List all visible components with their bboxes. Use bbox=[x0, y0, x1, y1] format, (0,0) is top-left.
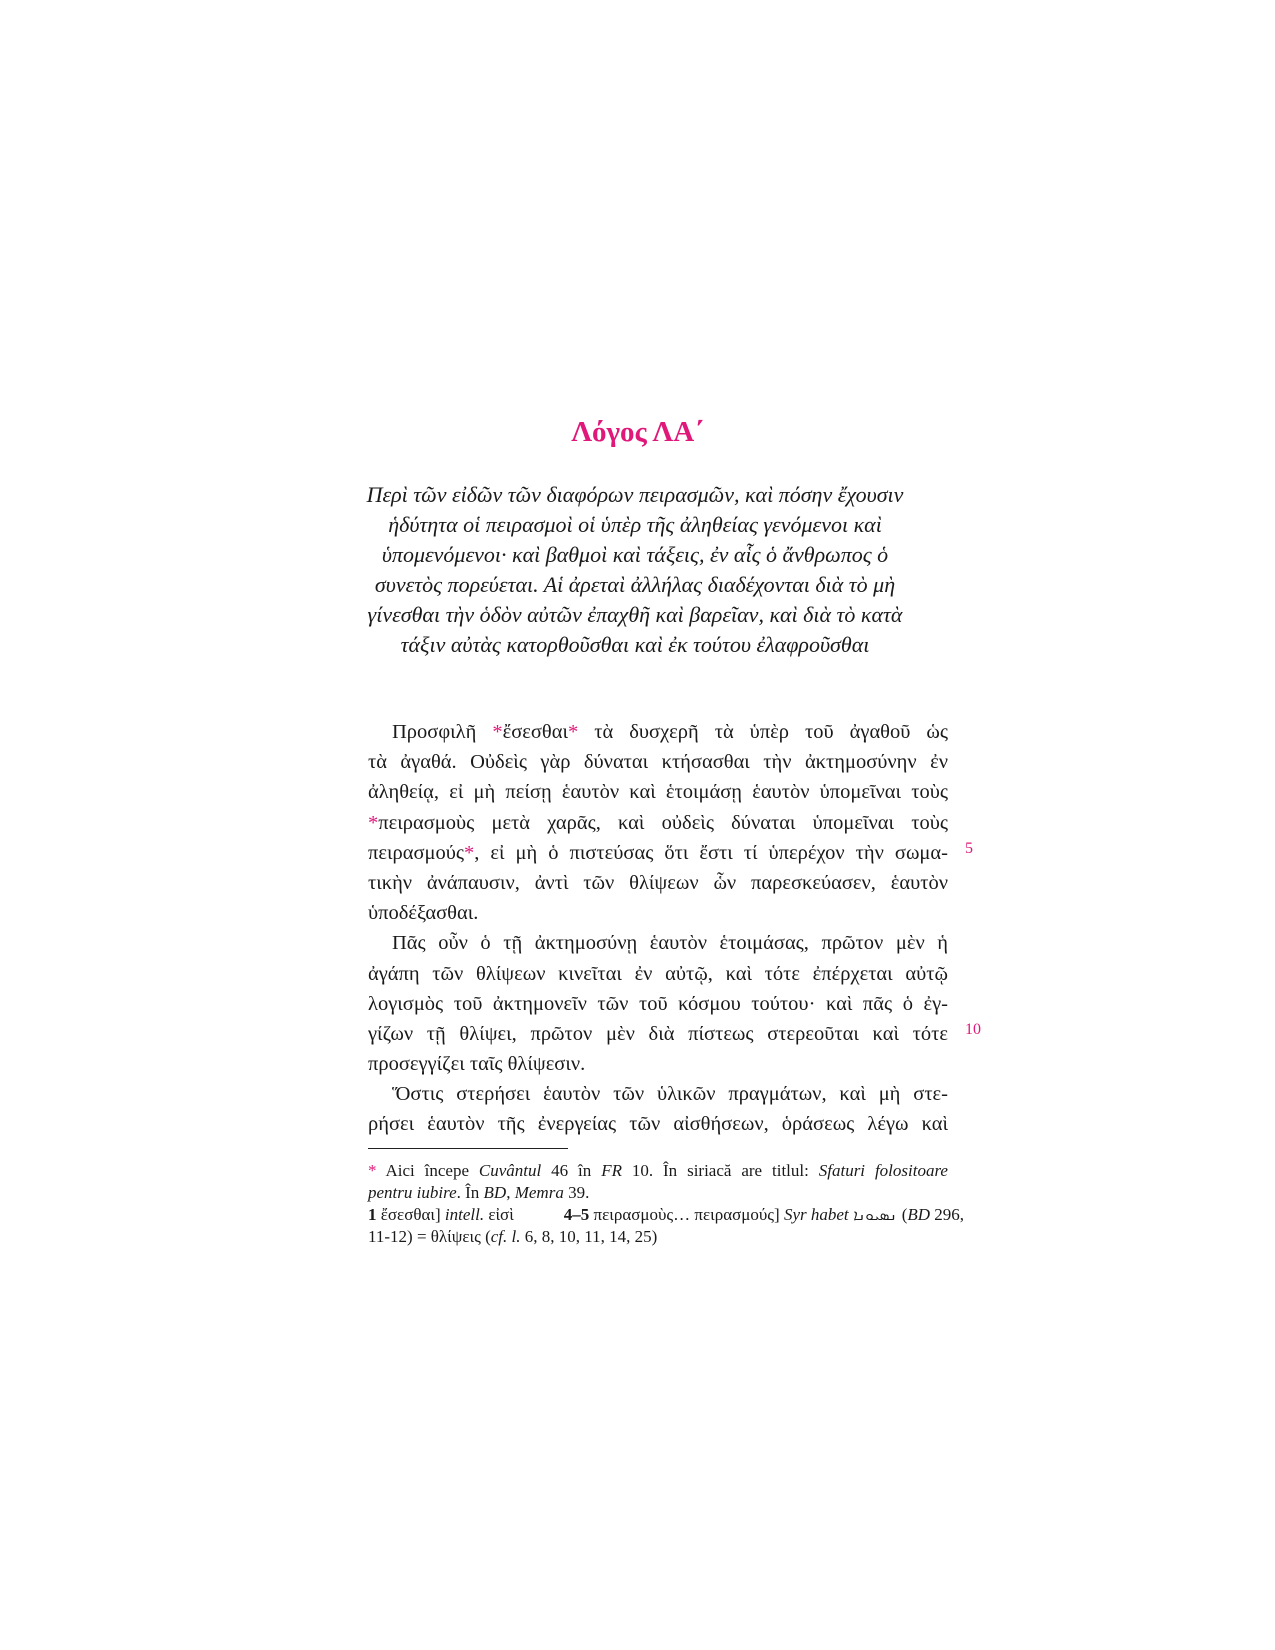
text-fragment: 10. În siriacă are titlul: bbox=[621, 1161, 819, 1180]
text-fragment: πειρασμοὺς… πειρασμούς] bbox=[589, 1205, 784, 1224]
text-line: τικὴν ἀνάπαυσιν, ἀντὶ τῶν θλίψεων ὧν παρεσκεύασεν, ἑαυτὸν bbox=[368, 871, 948, 894]
asterisk-mark: * bbox=[492, 721, 503, 743]
text-fragment: ( bbox=[901, 1205, 908, 1224]
main-text bbox=[368, 717, 948, 1140]
subtitle-line: τάξιν αὐτὰς κατορθοῦσθαι καὶ ἐκ τούτου ἐλαφροῦσθαι bbox=[400, 632, 870, 657]
footnote-divider bbox=[368, 1148, 568, 1149]
text-line: ρήσει ἑαυτὸν τῆς ἐνεργείας τῶν αἰσθήσεων, ὁράσεως λέγω καὶ bbox=[368, 1113, 948, 1136]
asterisk-mark: * bbox=[464, 841, 475, 864]
apparatus-line bbox=[368, 1226, 948, 1248]
text-fragment: πειρασμοὺς μετὰ χαρᾶς, καὶ οὐδεὶς δύναται ὑπομεῖναι τοὺς bbox=[378, 811, 948, 834]
text-fragment: 11-12) = θλίψεις ( bbox=[368, 1227, 491, 1246]
discourse-title: Λόγος ΛΑ΄ bbox=[571, 416, 704, 448]
text-fragment: cf. l. bbox=[490, 1227, 521, 1246]
text-fragment: εἰσὶ bbox=[484, 1205, 514, 1224]
text-fragment: 6, 8, 10, 11, 14, 25) bbox=[520, 1227, 658, 1246]
text-fragment: Sfaturi folositoare bbox=[818, 1161, 948, 1180]
text-line: τὰ ἀγαθά. Οὐδεὶς γὰρ δύναται κτήσασθαι τὴν ἀκτημοσύνην ἐν bbox=[368, 751, 948, 774]
text-fragment: Προσφιλῆ bbox=[392, 721, 493, 743]
subtitle-line: γίνεσθαι τὴν ὁδὸν αὐτῶν ἐπαχθῆ καὶ βαρεῖαν, καὶ διὰ τὸ κατὰ bbox=[367, 602, 903, 627]
text-line: ὑποδέξασθαι. bbox=[368, 902, 479, 925]
apparatus-line bbox=[368, 1204, 965, 1226]
subtitle-line: ἡδύτητα οἱ πειρασμοὶ οἱ ὑπὲρ τῆς ἀληθείας γενόμενοι καὶ bbox=[388, 512, 882, 537]
text-fragment: . În bbox=[456, 1183, 484, 1202]
text-fragment: BD bbox=[907, 1205, 931, 1224]
text-fragment: ἔσεσθαι bbox=[502, 721, 568, 743]
text-line: Ὅστις στερήσει ἑαυτὸν τῶν ὑλικῶν πραγμάτων, καὶ μὴ στε- bbox=[392, 1083, 948, 1106]
text-fragment: , bbox=[506, 1183, 515, 1202]
subtitle-line: ὑπομενόμενοι· καὶ βαθμοὶ καὶ τάξεις, ἐν αἷς ὁ ἄνθρωπος ὁ bbox=[381, 542, 889, 567]
text-line bbox=[368, 808, 948, 838]
text-fragment: pentru iubire bbox=[368, 1183, 457, 1202]
syriac-word: ܢܣܝܘܢܐ bbox=[848, 1206, 902, 1224]
asterisk-mark: * bbox=[568, 721, 579, 743]
subtitle-line: Περὶ τῶν εἰδῶν τῶν διαφόρων πειρασμῶν, καὶ πόσην ἔχουσιν bbox=[366, 482, 904, 507]
footnote-line bbox=[368, 1160, 948, 1182]
text-line: γίζων τῇ θλίψει, πρῶτον μὲν διὰ πίστεως στερεοῦται καὶ τότε bbox=[368, 1022, 948, 1045]
discourse-subtitle bbox=[330, 480, 940, 660]
text-fragment: Syr habet bbox=[783, 1205, 849, 1224]
text-line bbox=[368, 717, 948, 747]
text-fragment: Cuvântul bbox=[478, 1161, 542, 1180]
text-line: ἀγάπη τῶν θλίψεων κινεῖται ἐν αὐτῷ, καὶ τότε ἐπέρχεται αὐτῷ bbox=[368, 962, 948, 985]
text-line: προσεγγίζει ταῖς θλίψεσιν. bbox=[368, 1053, 586, 1076]
text-fragment: 4–5 bbox=[563, 1205, 590, 1224]
text-fragment: ἔσεσθαι] bbox=[376, 1205, 445, 1224]
text-fragment: Aici începe bbox=[376, 1161, 479, 1180]
text-fragment: , εἰ μὴ ὁ πιστεύσας ὅτι ἔστι τί ὑπερέχον τὴν σωμα- bbox=[474, 841, 948, 864]
text-fragment: 39. bbox=[563, 1183, 590, 1202]
text-fragment: 1 bbox=[368, 1205, 377, 1224]
text-fragment: FR bbox=[601, 1161, 622, 1180]
text-line: Πᾶς οὖν ὁ τῇ ἀκτημοσύνῃ ἑαυτὸν ἑτοιμάσας, πρῶτον μὲν ἡ bbox=[392, 932, 948, 955]
text-fragment: 296, bbox=[930, 1205, 965, 1224]
text-line bbox=[368, 838, 948, 868]
asterisk-mark: * bbox=[368, 811, 379, 834]
text-fragment: intell. bbox=[444, 1205, 485, 1224]
text-line: λογισμὸς τοῦ ἀκτημονεῖν τῶν τοῦ κόσμου τούτου· καὶ πᾶς ὁ ἐγ- bbox=[368, 992, 948, 1015]
text-fragment: τὰ δυσχερῆ τὰ ὑπὲρ τοῦ ἀγαθοῦ ὡς bbox=[578, 721, 949, 743]
text-fragment: 46 în bbox=[541, 1161, 602, 1180]
footnotes bbox=[368, 1160, 965, 1248]
text-fragment: BD bbox=[483, 1183, 507, 1202]
line-number-10: 10 bbox=[965, 1021, 981, 1038]
subtitle-line: συνετὸς πορεύεται. Αἱ ἀρεταὶ ἀλλήλας διαδέχονται διὰ τὸ μὴ bbox=[374, 572, 896, 597]
footnote-line bbox=[368, 1182, 948, 1204]
asterisk-mark: * bbox=[368, 1161, 377, 1180]
text-fragment: Memra bbox=[514, 1183, 564, 1202]
text-fragment: πειρασμούς bbox=[368, 841, 465, 864]
text-line: ἀληθείᾳ, εἰ μὴ πείσῃ ἑαυτὸν καὶ ἑτοιμάσῃ ἑαυτὸν ὑπομεῖναι τοὺς bbox=[368, 781, 948, 804]
line-number-5: 5 bbox=[965, 840, 973, 857]
